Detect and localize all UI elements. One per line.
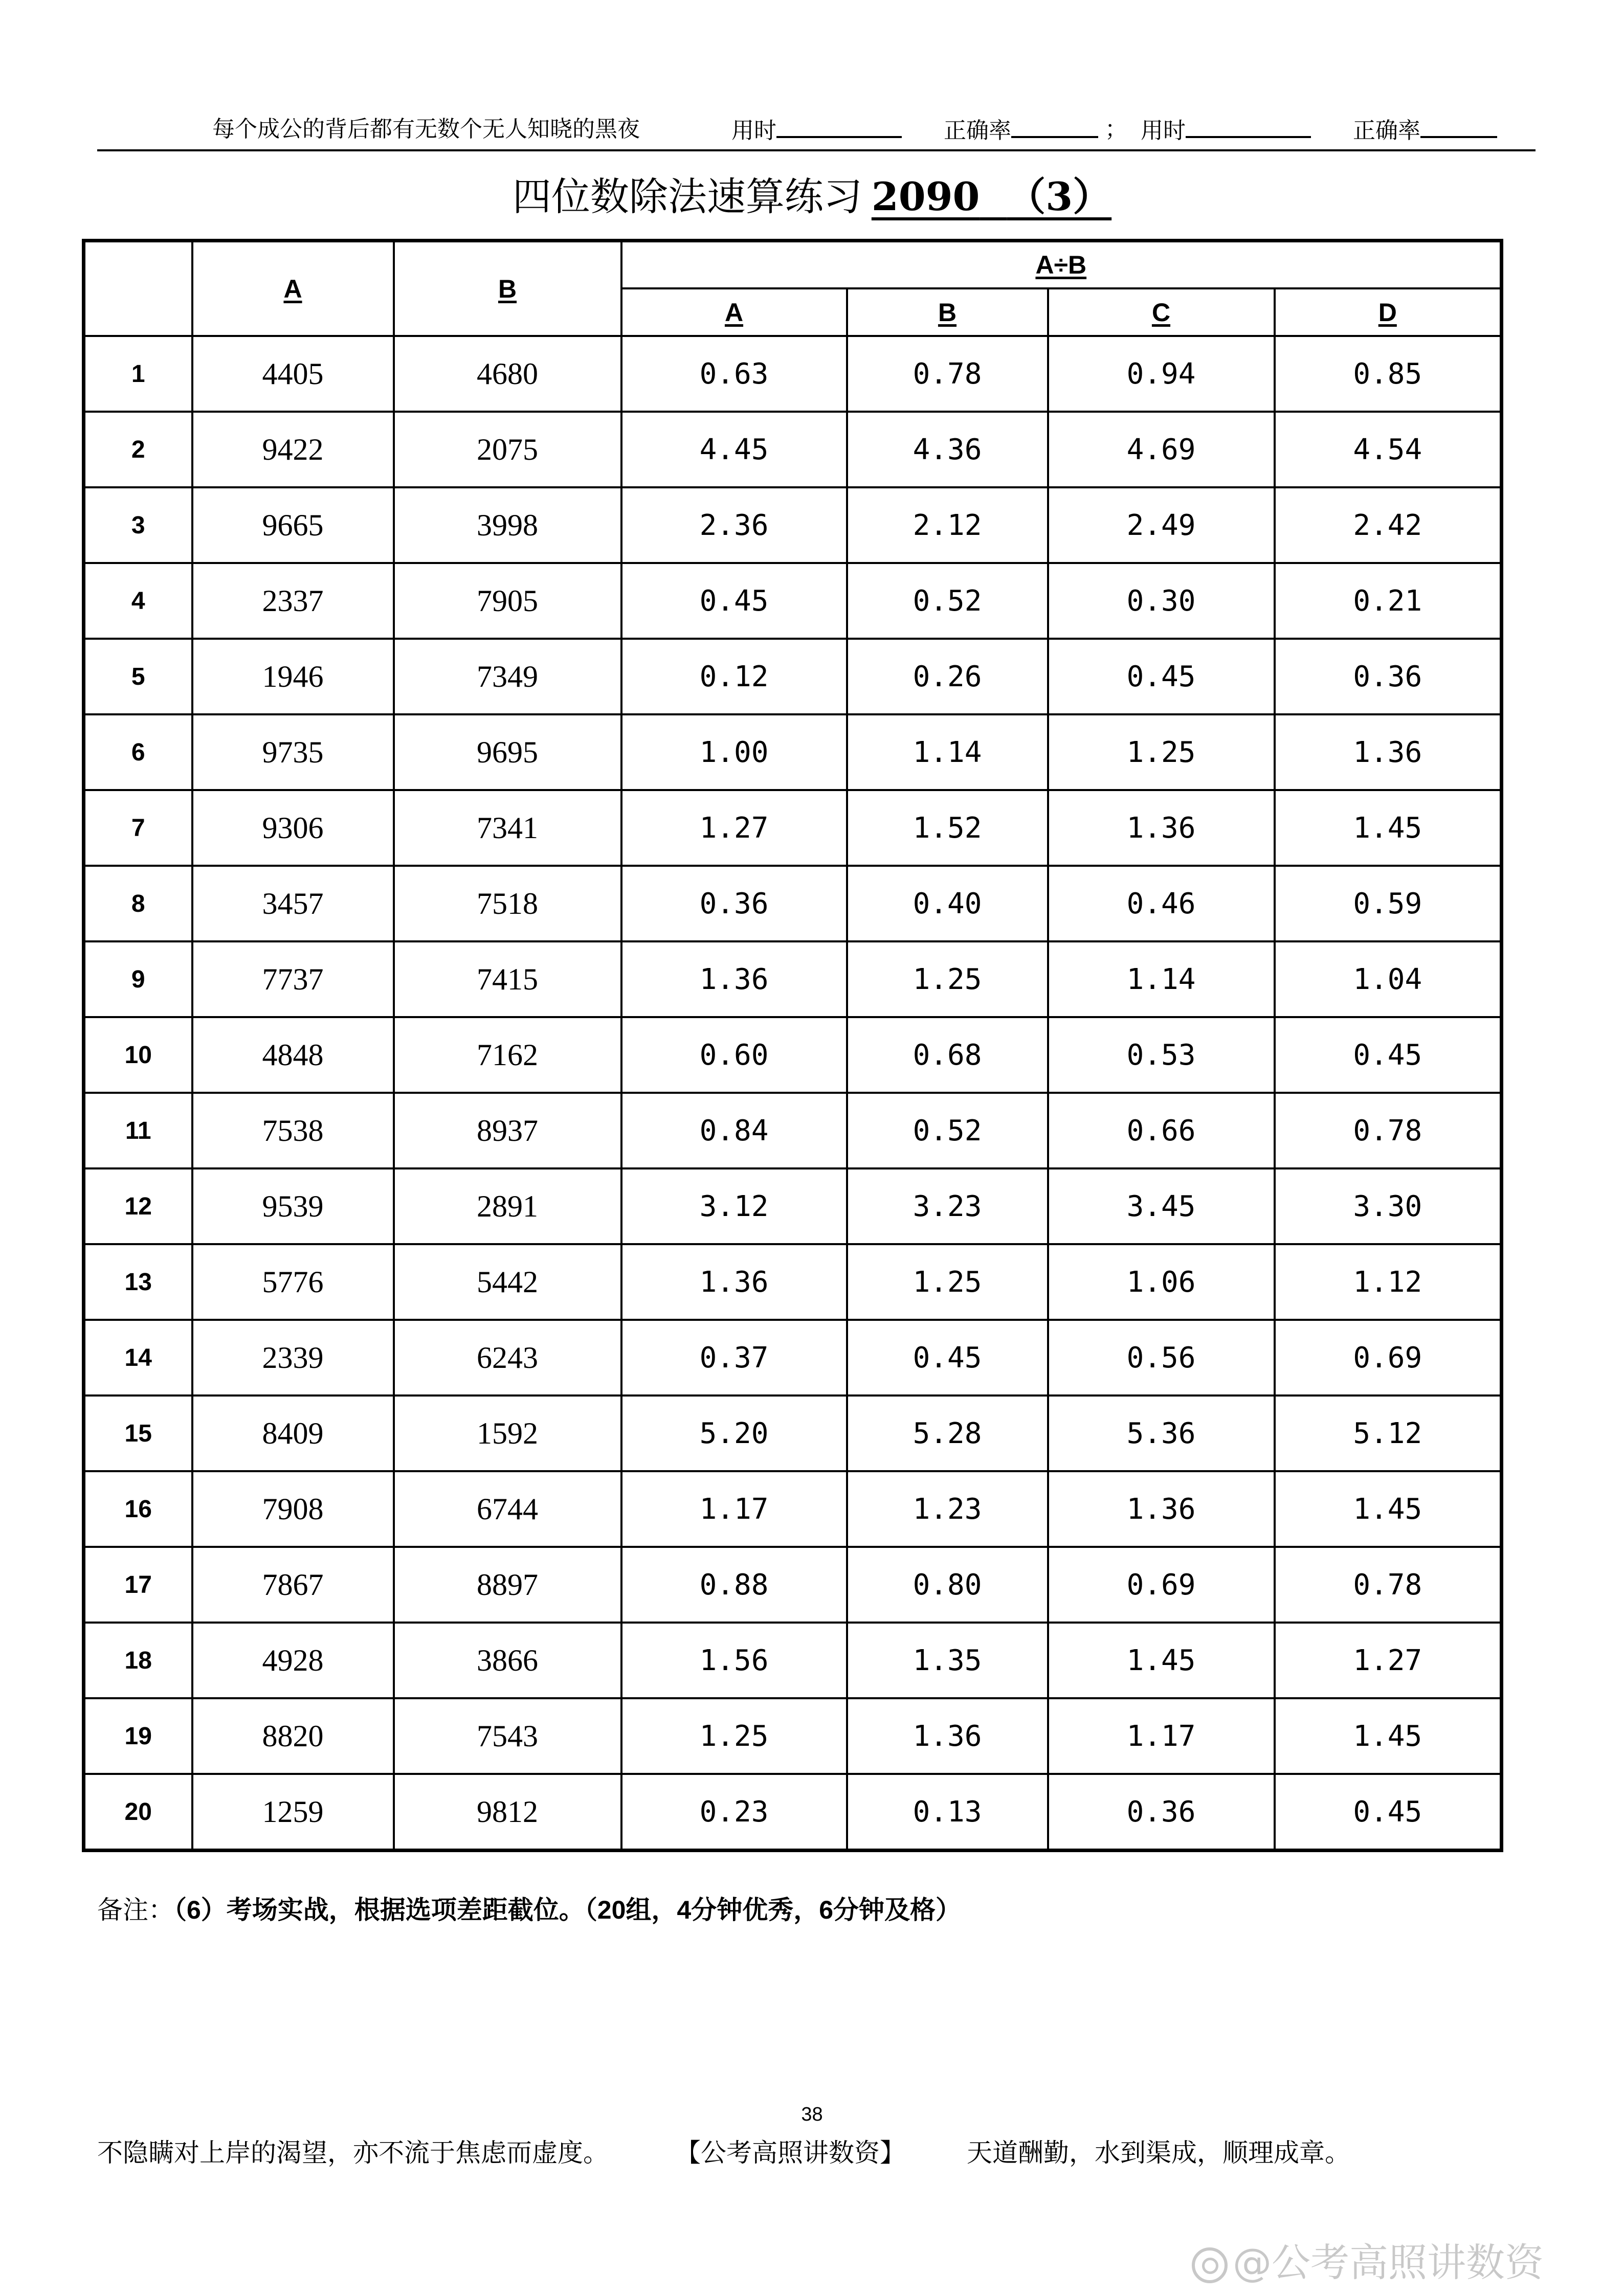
exercise-table bbox=[82, 239, 1503, 1852]
value-a: 1259 bbox=[192, 1774, 394, 1851]
row-index: 2 bbox=[84, 412, 192, 487]
row-index: 9 bbox=[84, 941, 192, 1017]
watermark bbox=[1192, 2237, 1544, 2288]
header-row-1 bbox=[84, 241, 1502, 289]
value-b: 7162 bbox=[394, 1017, 621, 1093]
value-a: 2337 bbox=[192, 563, 394, 639]
value-b: 3866 bbox=[394, 1623, 621, 1698]
option-b: 1.25 bbox=[847, 1244, 1048, 1320]
value-b: 8937 bbox=[394, 1093, 621, 1168]
header-rule bbox=[97, 149, 1536, 151]
option-d: 1.12 bbox=[1275, 1244, 1502, 1320]
option-b: 1.23 bbox=[847, 1471, 1048, 1547]
title-number: 2090 bbox=[871, 174, 980, 219]
option-d: 0.45 bbox=[1275, 1774, 1502, 1851]
footer-right: 天道酬勤，水到渠成，顺理成章。 bbox=[967, 2138, 1350, 2168]
option-b: 1.52 bbox=[847, 790, 1048, 866]
value-a: 9422 bbox=[192, 412, 394, 487]
option-d: 1.45 bbox=[1275, 1471, 1502, 1547]
option-b: 0.52 bbox=[847, 1093, 1048, 1168]
row-index: 18 bbox=[84, 1623, 192, 1698]
option-a: 5.20 bbox=[621, 1395, 847, 1471]
value-a: 4405 bbox=[192, 336, 394, 412]
option-d: 0.69 bbox=[1275, 1320, 1502, 1395]
index-header bbox=[84, 241, 192, 336]
option-a: 1.27 bbox=[621, 790, 847, 866]
option-b: 0.13 bbox=[847, 1774, 1048, 1851]
note-detail: （20组，4分钟优秀，6分钟及格） bbox=[584, 1896, 962, 1924]
value-a: 9735 bbox=[192, 714, 394, 790]
option-a: 1.17 bbox=[621, 1471, 847, 1547]
option-c: 1.17 bbox=[1048, 1698, 1275, 1774]
value-a: 5776 bbox=[192, 1244, 394, 1320]
table-row bbox=[84, 1168, 1502, 1244]
option-d: 4.54 bbox=[1275, 412, 1502, 487]
option-a: 0.23 bbox=[621, 1774, 847, 1851]
value-b: 8897 bbox=[394, 1547, 621, 1623]
table-row bbox=[84, 563, 1502, 639]
option-c: 0.36 bbox=[1048, 1774, 1275, 1851]
option-a: 1.36 bbox=[621, 1244, 847, 1320]
option-c: 4.69 bbox=[1048, 412, 1275, 487]
row-index: 5 bbox=[84, 639, 192, 714]
option-c: 0.56 bbox=[1048, 1320, 1275, 1395]
table-row bbox=[84, 1244, 1502, 1320]
value-b: 7341 bbox=[394, 790, 621, 866]
value-b: 7415 bbox=[394, 941, 621, 1017]
option-a: 0.88 bbox=[621, 1547, 847, 1623]
time-blank-1[interactable] bbox=[776, 111, 902, 138]
option-d: 3.30 bbox=[1275, 1168, 1502, 1244]
option-b: 0.80 bbox=[847, 1547, 1048, 1623]
column-a-header: A bbox=[192, 241, 394, 336]
option-d: 0.59 bbox=[1275, 866, 1502, 941]
row-index: 14 bbox=[84, 1320, 192, 1395]
option-c: 3.45 bbox=[1048, 1168, 1275, 1244]
option-a: 0.60 bbox=[621, 1017, 847, 1093]
table-row bbox=[84, 487, 1502, 563]
value-b: 5442 bbox=[394, 1244, 621, 1320]
table-row bbox=[84, 336, 1502, 412]
value-b: 7518 bbox=[394, 866, 621, 941]
accuracy-field-2[interactable] bbox=[1353, 111, 1497, 149]
header-motto: 每个成公的背后都有无数个无人知晓的黑夜 bbox=[212, 116, 640, 142]
value-a: 9539 bbox=[192, 1168, 394, 1244]
table-row bbox=[84, 1395, 1502, 1471]
page-title bbox=[0, 169, 1624, 225]
value-a: 7908 bbox=[192, 1471, 394, 1547]
option-d-header: D bbox=[1275, 288, 1502, 336]
accuracy-label-2: 正确率 bbox=[1353, 118, 1420, 144]
row-index: 8 bbox=[84, 866, 192, 941]
option-b-header: B bbox=[847, 288, 1048, 336]
watermark-text: @公考高照讲数资 bbox=[1233, 2240, 1544, 2285]
value-a: 7867 bbox=[192, 1547, 394, 1623]
time-field-1[interactable] bbox=[731, 111, 902, 149]
row-index: 6 bbox=[84, 714, 192, 790]
table-row bbox=[84, 790, 1502, 866]
row-index: 1 bbox=[84, 336, 192, 412]
option-d: 0.45 bbox=[1275, 1017, 1502, 1093]
option-d: 2.42 bbox=[1275, 487, 1502, 563]
option-c: 0.46 bbox=[1048, 866, 1275, 941]
table-row bbox=[84, 1320, 1502, 1395]
page-number: 38 bbox=[801, 2104, 823, 2125]
option-a: 0.37 bbox=[621, 1320, 847, 1395]
option-c-header: C bbox=[1048, 288, 1275, 336]
table-row bbox=[84, 1698, 1502, 1774]
option-b: 2.12 bbox=[847, 487, 1048, 563]
option-a: 0.36 bbox=[621, 866, 847, 941]
table-row bbox=[84, 866, 1502, 941]
option-a: 0.84 bbox=[621, 1093, 847, 1168]
row-index: 16 bbox=[84, 1471, 192, 1547]
value-b: 7349 bbox=[394, 639, 621, 714]
row-index: 12 bbox=[84, 1168, 192, 1244]
accuracy-label-1: 正确率 bbox=[944, 118, 1011, 144]
value-b: 6744 bbox=[394, 1471, 621, 1547]
row-index: 7 bbox=[84, 790, 192, 866]
option-a: 4.45 bbox=[621, 412, 847, 487]
value-a: 7538 bbox=[192, 1093, 394, 1168]
option-d: 1.36 bbox=[1275, 714, 1502, 790]
value-a: 8820 bbox=[192, 1698, 394, 1774]
option-c: 1.36 bbox=[1048, 790, 1275, 866]
weibo-logo-icon bbox=[1192, 2247, 1228, 2283]
option-b: 4.36 bbox=[847, 412, 1048, 487]
option-d: 1.27 bbox=[1275, 1623, 1502, 1698]
table-body bbox=[84, 336, 1502, 1851]
option-d: 5.12 bbox=[1275, 1395, 1502, 1471]
option-c: 0.69 bbox=[1048, 1547, 1275, 1623]
table-row bbox=[84, 1017, 1502, 1093]
value-a: 9665 bbox=[192, 487, 394, 563]
title-text: 四位数除法速算练习 bbox=[512, 174, 862, 219]
option-a: 0.63 bbox=[621, 336, 847, 412]
option-c: 1.45 bbox=[1048, 1623, 1275, 1698]
option-c: 1.36 bbox=[1048, 1471, 1275, 1547]
header-line bbox=[97, 111, 1536, 147]
value-b: 9812 bbox=[394, 1774, 621, 1851]
table-row bbox=[84, 1471, 1502, 1547]
value-a: 8409 bbox=[192, 1395, 394, 1471]
time-field-2[interactable] bbox=[1141, 111, 1311, 149]
value-a: 9306 bbox=[192, 790, 394, 866]
option-c: 1.14 bbox=[1048, 941, 1275, 1017]
option-d: 0.85 bbox=[1275, 336, 1502, 412]
option-d: 0.78 bbox=[1275, 1547, 1502, 1623]
option-b: 1.25 bbox=[847, 941, 1048, 1017]
option-b: 1.35 bbox=[847, 1623, 1048, 1698]
value-a: 2339 bbox=[192, 1320, 394, 1395]
table-row bbox=[84, 412, 1502, 487]
header-separator: ； bbox=[1105, 116, 1127, 142]
option-d: 0.78 bbox=[1275, 1093, 1502, 1168]
row-index: 17 bbox=[84, 1547, 192, 1623]
value-b: 9695 bbox=[394, 714, 621, 790]
value-b: 4680 bbox=[394, 336, 621, 412]
option-c: 0.66 bbox=[1048, 1093, 1275, 1168]
row-index: 3 bbox=[84, 487, 192, 563]
option-c: 2.49 bbox=[1048, 487, 1275, 563]
accuracy-field-1[interactable] bbox=[944, 111, 1098, 149]
value-a: 7737 bbox=[192, 941, 394, 1017]
value-a: 4848 bbox=[192, 1017, 394, 1093]
time-label-1: 用时 bbox=[731, 118, 776, 144]
value-a: 3457 bbox=[192, 866, 394, 941]
option-c: 1.06 bbox=[1048, 1244, 1275, 1320]
option-b: 0.40 bbox=[847, 866, 1048, 941]
value-b: 2891 bbox=[394, 1168, 621, 1244]
footer-center: 【公考高照讲数资】 bbox=[675, 2138, 905, 2168]
value-a: 4928 bbox=[192, 1623, 394, 1698]
row-index: 11 bbox=[84, 1093, 192, 1168]
option-a: 1.36 bbox=[621, 941, 847, 1017]
option-c: 5.36 bbox=[1048, 1395, 1275, 1471]
row-index: 19 bbox=[84, 1698, 192, 1774]
option-a: 1.25 bbox=[621, 1698, 847, 1774]
time-label-2: 用时 bbox=[1141, 118, 1186, 144]
option-a: 2.36 bbox=[621, 487, 847, 563]
accuracy-blank-1[interactable] bbox=[1011, 111, 1098, 138]
option-b: 1.36 bbox=[847, 1698, 1048, 1774]
option-c: 0.30 bbox=[1048, 563, 1275, 639]
value-b: 3998 bbox=[394, 487, 621, 563]
option-b: 0.26 bbox=[847, 639, 1048, 714]
option-a: 1.00 bbox=[621, 714, 847, 790]
note-item: （6）考场实战，根据选项差距截位。 bbox=[174, 1896, 585, 1924]
value-a: 1946 bbox=[192, 639, 394, 714]
option-b: 0.78 bbox=[847, 336, 1048, 412]
accuracy-blank-2[interactable] bbox=[1420, 111, 1497, 138]
option-c: 0.94 bbox=[1048, 336, 1275, 412]
division-group-header: A÷B bbox=[621, 241, 1502, 289]
table-row bbox=[84, 1623, 1502, 1698]
option-a-header: A bbox=[621, 288, 847, 336]
option-d: 1.45 bbox=[1275, 790, 1502, 866]
table-row bbox=[84, 1774, 1502, 1851]
time-blank-2[interactable] bbox=[1186, 111, 1311, 138]
option-b: 3.23 bbox=[847, 1168, 1048, 1244]
column-b-header: B bbox=[394, 241, 621, 336]
value-b: 7543 bbox=[394, 1698, 621, 1774]
option-d: 0.36 bbox=[1275, 639, 1502, 714]
note-label: 备注： bbox=[97, 1895, 174, 1925]
value-b: 6243 bbox=[394, 1320, 621, 1395]
option-a: 0.45 bbox=[621, 563, 847, 639]
row-index: 13 bbox=[84, 1244, 192, 1320]
option-d: 1.45 bbox=[1275, 1698, 1502, 1774]
row-index: 4 bbox=[84, 563, 192, 639]
title-number-group bbox=[872, 174, 1111, 219]
row-index: 20 bbox=[84, 1774, 192, 1851]
note bbox=[97, 1892, 961, 1928]
option-c: 0.53 bbox=[1048, 1017, 1275, 1093]
value-b: 7905 bbox=[394, 563, 621, 639]
table-row bbox=[84, 941, 1502, 1017]
option-b: 0.52 bbox=[847, 563, 1048, 639]
option-d: 1.04 bbox=[1275, 941, 1502, 1017]
option-c: 0.45 bbox=[1048, 639, 1275, 714]
option-b: 1.14 bbox=[847, 714, 1048, 790]
option-b: 0.45 bbox=[847, 1320, 1048, 1395]
table-row bbox=[84, 1547, 1502, 1623]
table-row bbox=[84, 714, 1502, 790]
option-d: 0.21 bbox=[1275, 563, 1502, 639]
option-a: 1.56 bbox=[621, 1623, 847, 1698]
value-b: 2075 bbox=[394, 412, 621, 487]
row-index: 10 bbox=[84, 1017, 192, 1093]
value-b: 1592 bbox=[394, 1395, 621, 1471]
table-row bbox=[84, 639, 1502, 714]
option-c: 1.25 bbox=[1048, 714, 1275, 790]
table-row bbox=[84, 1093, 1502, 1168]
option-b: 0.68 bbox=[847, 1017, 1048, 1093]
footer-left: 不隐瞒对上岸的渴望，亦不流于焦虑而虚度。 bbox=[97, 2138, 609, 2168]
option-b: 5.28 bbox=[847, 1395, 1048, 1471]
option-a: 0.12 bbox=[621, 639, 847, 714]
option-a: 3.12 bbox=[621, 1168, 847, 1244]
row-index: 15 bbox=[84, 1395, 192, 1471]
title-part: （3） bbox=[1007, 174, 1112, 219]
